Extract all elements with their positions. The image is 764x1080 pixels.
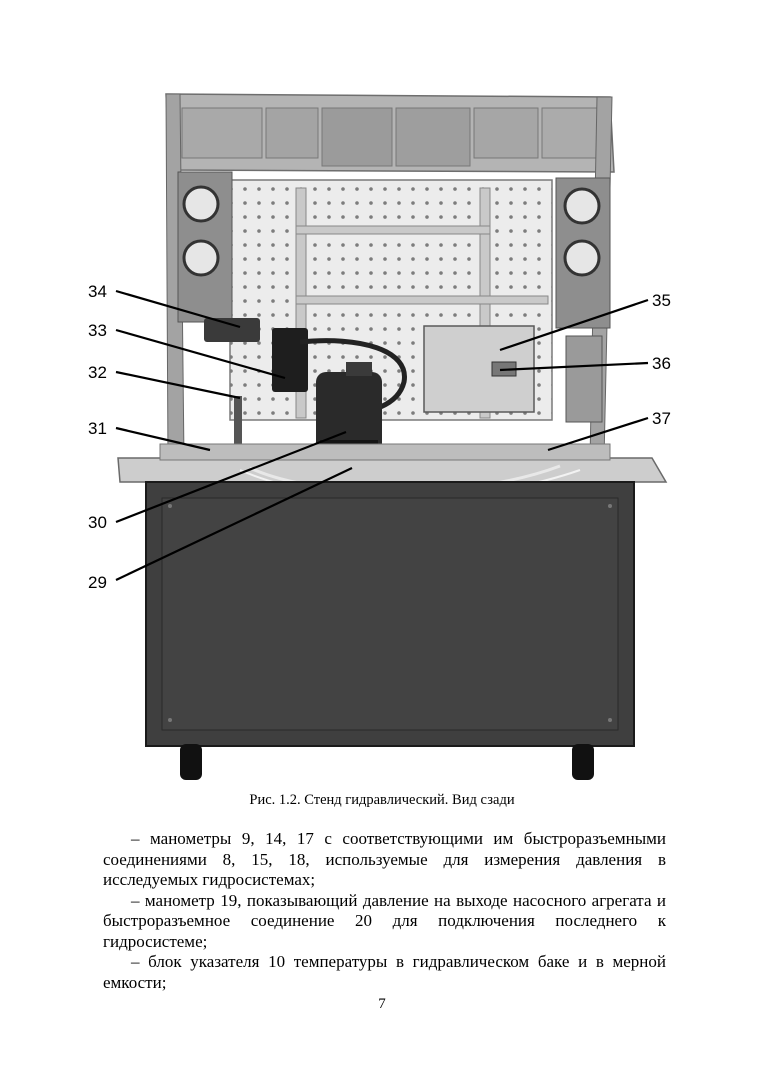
cabinet — [146, 482, 634, 746]
page-number: 7 — [378, 996, 386, 1012]
paragraph: – манометр 19, показывающий давление на выходе насосного агрегата и быстроразъемное соединение 20 для подключения последнего к гидросистеме; — [103, 890, 666, 951]
paragraph: – блок указателя 10 температуры в гидравлическом баке и в мерной емкости; — [103, 952, 666, 992]
paragraph: – манометры 9, 14, 17 с соответствующими им быстроразъемными соединениями 8, 15, 18, используемые для измерения давления в исследуемых гидросистемах; — [103, 829, 666, 889]
figure-caption: Рис. 1.2. Стенд гидравлический. Вид сзади — [249, 792, 515, 808]
callout-33: 33 — [88, 321, 107, 340]
callout-35: 35 — [652, 291, 671, 310]
wheels — [180, 744, 594, 780]
callout-37: 37 — [652, 409, 671, 428]
callout-31: 31 — [88, 419, 107, 438]
body-text — [103, 829, 666, 993]
callout-36: 36 — [652, 354, 671, 373]
callout-30: 30 — [88, 513, 107, 532]
callout-34: 34 — [88, 282, 107, 301]
callout-29: 29 — [88, 573, 107, 592]
callout-32: 32 — [88, 363, 107, 382]
